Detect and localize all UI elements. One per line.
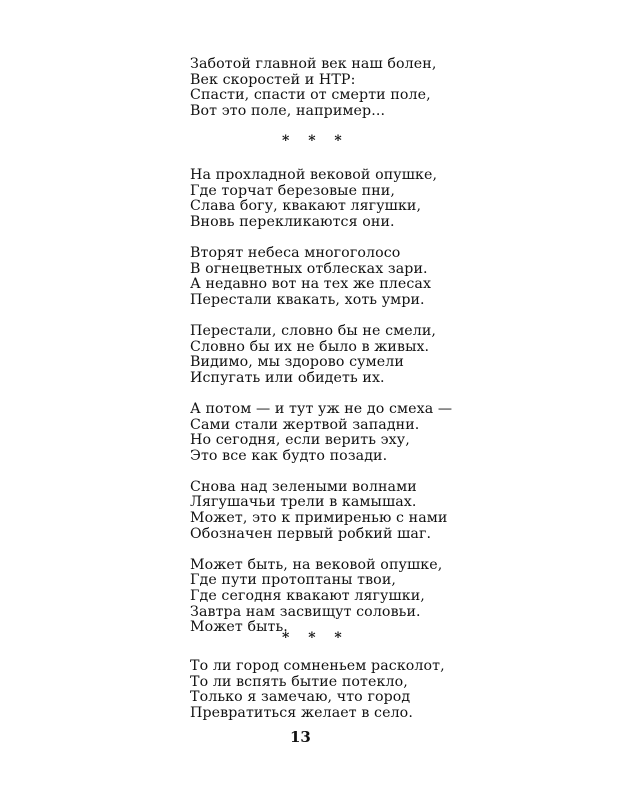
poem-line: А потом — и тут уж не до смеха — [190,400,453,417]
page-number: 13 [290,728,311,746]
poem-line: Видимо, мы здорово сумели [190,354,404,371]
stanza [190,659,590,721]
poem-line: Но сегодня, если верить эху, [190,432,410,449]
poem-line: Может, это к примиренью с нами [190,510,448,527]
section-separator: * * * [282,630,349,646]
poem-line: Вот это поле, например... [190,102,386,119]
stanza [190,480,590,542]
poem-line: Может быть. [190,619,288,636]
poem-line: Превратиться желает в село. [190,704,413,721]
section-separator: * * * [282,133,349,149]
poem-line: Вновь перекликаются они. [190,213,395,230]
poem-line: А недавно вот на тех же плесах [190,276,432,293]
poem-2 [190,168,590,636]
poem-line: Перестали квакать, хоть умри. [190,291,425,308]
stanza [190,558,590,636]
poem-line: Век скоростей и НТР: [190,71,356,88]
poem-line: Обозначен первый робкий шаг. [190,525,432,542]
poem-line: Испугать или обидеть их. [190,369,385,386]
poem-line: На прохладной вековой опушке, [190,167,438,183]
poem-line: Вторят небеса многоголосо [190,244,401,261]
poem-line: Перестали, словно бы не смели, [190,322,437,339]
poem-line: Словно бы их не было в живых. [190,338,430,355]
stanza [190,168,590,230]
poem-line: Где пути протоптаны твои, [190,572,396,589]
stanza [190,324,590,386]
poem-line: То ли вспять бытие потекло, [190,673,408,690]
poem-line: Снова над зелеными волнами [190,478,417,495]
poem-line: Сами стали жертвой западни. [190,416,420,433]
poem-line: Спасти, спасти от смерти поле, [190,87,431,104]
poem-line: Где сегодня квакают лягушки, [190,588,425,605]
poem-line: Лягушачьи трели в камышах. [190,494,417,511]
poem-3 [190,659,590,721]
poem-line: Только я замечаю, что город [190,689,411,706]
poem-line: В огнецветных отблесках зари. [190,260,428,277]
poem-line: Может быть, на вековой опушке, [190,556,443,573]
stanza [190,402,590,464]
stanza [190,246,590,308]
poem-1 [190,57,590,119]
poem-line: То ли город сомненьем расколот, [190,658,445,674]
poem-line: Это все как будто позади. [190,447,388,464]
stanza [190,57,590,119]
poem-line: Слава богу, квакают лягушки, [190,198,422,215]
poem-line: Завтра нам засвищут соловьи. [190,603,421,620]
poem-line: Заботой главной век наш болен, [190,56,437,72]
poem-line: Где торчат березовые пни, [190,182,395,199]
